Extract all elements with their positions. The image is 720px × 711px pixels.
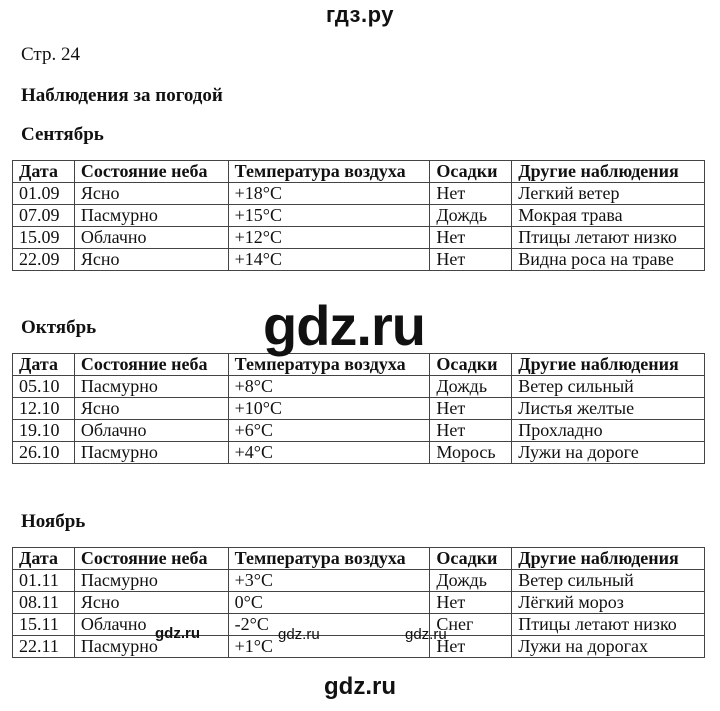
- table-row: [13, 398, 705, 420]
- cell-notes: Листья желтые: [512, 398, 705, 420]
- cell-temperature: +3°C: [228, 570, 430, 592]
- cell-date: 08.11: [13, 592, 75, 614]
- table-row: [13, 636, 705, 658]
- cell-temperature: +10°C: [228, 398, 430, 420]
- cell-temperature: +15°C: [228, 205, 430, 227]
- month-heading-september: Сентябрь: [21, 124, 104, 145]
- cell-notes: Лужи на дороге: [512, 442, 705, 464]
- watermark-small: gdz.ru: [405, 626, 447, 643]
- col-header-precipitation: Осадки: [430, 354, 512, 376]
- cell-date: 01.09: [13, 183, 75, 205]
- col-header-sky: Состояние неба: [74, 354, 228, 376]
- cell-precipitation: Морось: [430, 442, 512, 464]
- col-header-date: Дата: [13, 548, 75, 570]
- cell-temperature: +8°C: [228, 376, 430, 398]
- cell-precipitation: Нет: [430, 183, 512, 205]
- col-header-notes: Другие наблюдения: [512, 161, 705, 183]
- cell-sky: Облачно: [74, 227, 228, 249]
- watermark-small: gdz.ru: [278, 626, 320, 643]
- cell-temperature: +14°C: [228, 249, 430, 271]
- cell-temperature: +18°C: [228, 183, 430, 205]
- cell-date: 15.11: [13, 614, 75, 636]
- cell-date: 19.10: [13, 420, 75, 442]
- table-row: [13, 442, 705, 464]
- col-header-precipitation: Осадки: [430, 161, 512, 183]
- watermark-small: gdz.ru: [155, 625, 200, 642]
- cell-notes: Ветер сильный: [512, 376, 705, 398]
- col-header-temperature: Температура воздуха: [228, 548, 430, 570]
- cell-sky: Пасмурно: [74, 636, 228, 658]
- table-september: [12, 160, 705, 271]
- cell-notes: Легкий ветер: [512, 183, 705, 205]
- cell-temperature: +12°C: [228, 227, 430, 249]
- col-header-date: Дата: [13, 161, 75, 183]
- cell-date: 22.11: [13, 636, 75, 658]
- table-row: [13, 614, 705, 636]
- col-header-temperature: Температура воздуха: [228, 354, 430, 376]
- cell-precipitation: Дождь: [430, 570, 512, 592]
- cell-date: 01.11: [13, 570, 75, 592]
- watermark-top: гдз.ру: [326, 2, 394, 27]
- col-header-sky: Состояние неба: [74, 161, 228, 183]
- col-header-date: Дата: [13, 354, 75, 376]
- cell-sky: Ясно: [74, 183, 228, 205]
- cell-notes: Птицы летают низко: [512, 614, 705, 636]
- cell-notes: Птицы летают низко: [512, 227, 705, 249]
- cell-sky: Пасмурно: [74, 205, 228, 227]
- cell-precipitation: Дождь: [430, 205, 512, 227]
- cell-sky: Пасмурно: [74, 570, 228, 592]
- watermark-bottom: gdz.ru: [324, 673, 396, 700]
- cell-notes: Мокрая трава: [512, 205, 705, 227]
- cell-date: 26.10: [13, 442, 75, 464]
- table-header-row: [13, 548, 705, 570]
- page-number: Стр. 24: [21, 44, 80, 65]
- cell-temperature: -2°C: [228, 614, 430, 636]
- cell-date: 15.09: [13, 227, 75, 249]
- table-october: [12, 353, 705, 464]
- cell-sky: Ясно: [74, 592, 228, 614]
- table-header-row: [13, 161, 705, 183]
- cell-date: 05.10: [13, 376, 75, 398]
- cell-sky: Ясно: [74, 249, 228, 271]
- cell-temperature: +4°C: [228, 442, 430, 464]
- watermark-center: gdz.ru: [263, 294, 425, 357]
- cell-precipitation: Нет: [430, 636, 512, 658]
- col-header-notes: Другие наблюдения: [512, 354, 705, 376]
- table-row: [13, 420, 705, 442]
- cell-precipitation: Нет: [430, 420, 512, 442]
- month-heading-october: Октябрь: [21, 317, 97, 338]
- cell-notes: Прохладно: [512, 420, 705, 442]
- cell-temperature: +6°C: [228, 420, 430, 442]
- page-title: Наблюдения за погодой: [21, 85, 223, 106]
- cell-sky: Пасмурно: [74, 376, 228, 398]
- cell-precipitation: Снег: [430, 614, 512, 636]
- col-header-temperature: Температура воздуха: [228, 161, 430, 183]
- cell-precipitation: Нет: [430, 398, 512, 420]
- cell-precipitation: Нет: [430, 592, 512, 614]
- cell-date: 07.09: [13, 205, 75, 227]
- table-row: [13, 376, 705, 398]
- cell-date: 12.10: [13, 398, 75, 420]
- col-header-notes: Другие наблюдения: [512, 548, 705, 570]
- month-heading-november: Ноябрь: [21, 511, 86, 532]
- cell-sky: Облачно: [74, 420, 228, 442]
- cell-notes: Видна роса на траве: [512, 249, 705, 271]
- cell-sky: Ясно: [74, 398, 228, 420]
- table-row: [13, 570, 705, 592]
- col-header-precipitation: Осадки: [430, 548, 512, 570]
- cell-precipitation: Нет: [430, 227, 512, 249]
- table-row: [13, 183, 705, 205]
- cell-notes: Лужи на дорогах: [512, 636, 705, 658]
- cell-precipitation: Дождь: [430, 376, 512, 398]
- table-row: [13, 205, 705, 227]
- cell-temperature: 0°C: [228, 592, 430, 614]
- cell-date: 22.09: [13, 249, 75, 271]
- cell-temperature: +1°C: [228, 636, 430, 658]
- table-row: [13, 227, 705, 249]
- cell-precipitation: Нет: [430, 249, 512, 271]
- cell-sky: Облачно: [74, 614, 228, 636]
- table-row: [13, 592, 705, 614]
- table-november: [12, 547, 705, 658]
- col-header-sky: Состояние неба: [74, 548, 228, 570]
- cell-sky: Пасмурно: [74, 442, 228, 464]
- cell-notes: Лёгкий мороз: [512, 592, 705, 614]
- table-row: [13, 249, 705, 271]
- cell-notes: Ветер сильный: [512, 570, 705, 592]
